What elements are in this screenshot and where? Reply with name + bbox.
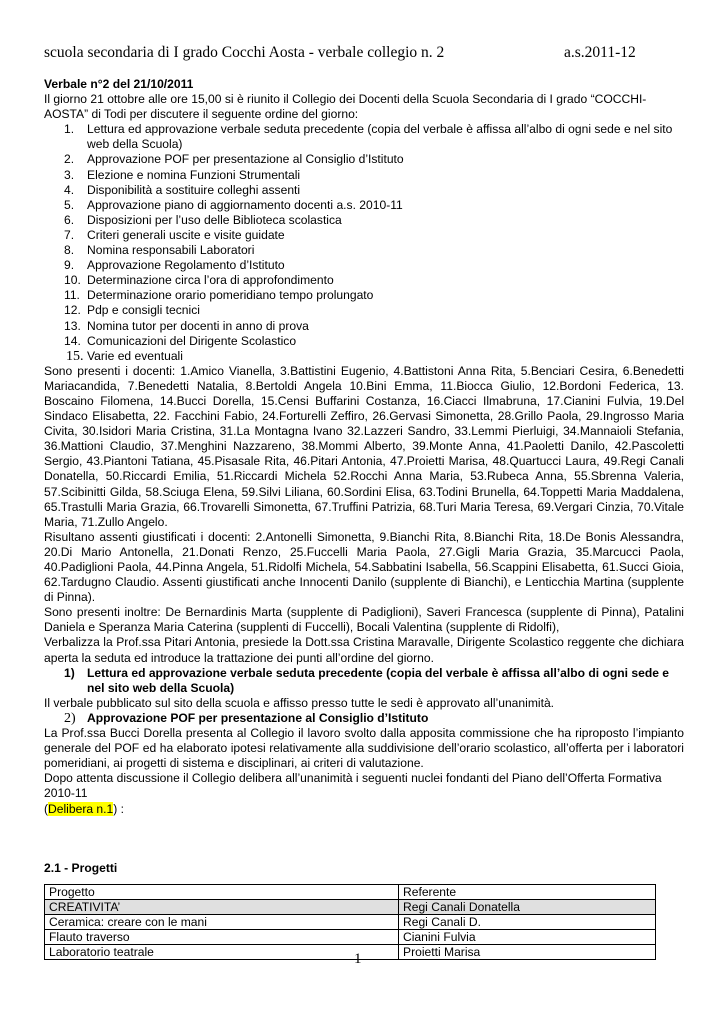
referent-cell: Regi Canali D. bbox=[399, 914, 656, 929]
agenda-item-text: Disposizioni per l’uso delle Biblioteca scolastica bbox=[87, 212, 342, 227]
delibera-highlight: Delibera n.1 bbox=[48, 801, 114, 816]
agenda-item-number: 2. bbox=[64, 152, 75, 167]
agenda-item-number: 15. bbox=[66, 348, 84, 364]
agenda-item-number: 14. bbox=[64, 333, 81, 348]
agenda-item-number: 3. bbox=[64, 167, 75, 182]
table-row bbox=[45, 899, 656, 914]
agenda-item-number: 10. bbox=[64, 273, 81, 288]
agenda-item-number: 6. bbox=[64, 212, 75, 227]
verbale-intro: Il giorno 21 ottobre alle ore 15,00 si è riunito il Collegio dei Docenti della Scuola Secondaria di I grado “COCCHI-AOSTA” di Todi per discutere il seguente ordine del giorno: bbox=[44, 92, 647, 122]
projects-heading: 2.1 - Progetti bbox=[44, 860, 118, 875]
agenda-item bbox=[44, 213, 684, 228]
agenda-item-number: 12. bbox=[64, 303, 81, 318]
projects-table bbox=[44, 884, 656, 960]
page-number: 1 bbox=[354, 951, 362, 967]
table-row bbox=[45, 914, 656, 929]
agenda-item-number: 11. bbox=[64, 288, 80, 303]
agenda-item-number: 9. bbox=[64, 258, 75, 273]
agenda-item bbox=[44, 319, 684, 334]
agenda-item-text: Comunicazioni del Dirigente Scolastico bbox=[87, 333, 297, 348]
minute-taker: Verbalizza la Prof.ssa Pitari Antonia, presiede la Dott.ssa Cristina Maravalle, Dirigente Scolastico reggente che dichiara aperta la seduta ed introduce la trattazione dei punti all’ordine del giorno. bbox=[44, 635, 684, 665]
referent-cell: Cianini Fulvia bbox=[399, 929, 656, 944]
referent-cell: Proietti Marisa bbox=[399, 944, 656, 959]
agenda-item-text: Approvazione piano di aggiornamento docenti a.s. 2010-11 bbox=[87, 197, 403, 212]
also-present: Sono presenti inoltre: De Bernardinis Marta (supplente di Padiglioni), Saveri Francesca (supplente di Pinna), Patalini Daniela e Speranza Maria Caterina (supplenti di Fuccelli), Bocali Valentina (supplente di Ridolfi), bbox=[44, 605, 684, 635]
table-row bbox=[45, 944, 656, 959]
absent-teachers: Risultano assenti giustificati i docenti: 2.Antonelli Simonetta, 9.Bianchi Rita, 8.Bianchi Rita, 18.De Bonis Alessandra, 20.Di Mario Antonella, 21.Donati Renzo, 25.Fuccelli Maria Paola, 27.Gigli Maria Grazia, 35.Marcucci Paola, 40.Padiglioni Paola, 44.Pinna Angela, 51.Ridolfi Michela, 54.Sabbatini Isabella, 56.Scappini Elisabetta, 61.Succi Gioia, 62.Tardugno Claudio. Assenti giustificati anche Innocenti Danilo (supplente di Bianchi), e Lenticchia Martina (supplente di Pinna). bbox=[44, 529, 684, 605]
agenda-item-text: Criteri generali uscite e visite guidate bbox=[87, 227, 285, 242]
section-2-number: 2) bbox=[64, 710, 76, 726]
agenda-item-text: Approvazione POF per presentazione al Consiglio d’Istituto bbox=[87, 152, 404, 167]
referent-cell: Regi Canali Donatella bbox=[399, 899, 656, 914]
agenda-item bbox=[44, 303, 684, 318]
agenda-item bbox=[44, 168, 684, 183]
agenda-item bbox=[44, 273, 684, 288]
section-2-heading bbox=[44, 711, 684, 726]
agenda-item-number: 7. bbox=[64, 227, 75, 242]
agenda-item-text: Pdp e consigli tecnici bbox=[87, 303, 200, 318]
agenda-list bbox=[44, 122, 684, 364]
agenda-item-number: 1. bbox=[64, 122, 75, 137]
table-header-row bbox=[45, 884, 656, 899]
agenda-item bbox=[44, 198, 684, 213]
header-school-year: a.s.2011-12 bbox=[564, 44, 636, 61]
section-1-number: 1) bbox=[64, 665, 75, 680]
section-1-title: Lettura ed approvazione verbale seduta precedente (copia del verbale è affissa all’albo di ogni sede e nel sito web della Scuola) bbox=[87, 665, 670, 695]
agenda-item-text: Varie ed eventuali bbox=[87, 348, 183, 363]
agenda-item bbox=[44, 228, 684, 243]
agenda-item bbox=[44, 243, 684, 258]
table-row bbox=[45, 929, 656, 944]
agenda-item bbox=[44, 288, 684, 303]
section-2-deliberation bbox=[44, 771, 684, 816]
present-teachers: Sono presenti i docenti: 1.Amico Vianella, 3.Battistini Eugenio, 4.Battistoni Anna Rita, 5.Benciari Cesira, 6.Benedetti Mariacandida, 7.Benedetti Natalia, 8.Bertoldi Angela 10.Bini Emma, 11.Biocca Giulio, 12.Bordoni Federica, 13. Boscaino Filomena, 14.Bucci Dorella, 15.Censi Buffarini Costanza, 16.Ciacci Ilmabruna, 17.Cianini Fulvia, 19.Del Sindaco Elisabetta, 22. Facchini Fabio, 24.Forturelli Zeffiro, 26.Gervasi Simonetta, 28.Grillo Paola, 29.Ingrosso Maria Civita, 30.Isidori Maria Cristina, 31.La Montagna Ivano 32.Lazzeri Sandro, 33.Lemmi Pierluigi, 34.Mannaioli Stefania, 36.Mattioni Claudio, 37.Menghini Nazzareno, 38.Mommi Alberto, 39.Monte Anna, 41.Paoletti Danilo, 42.Pascoletti Sergio, 43.Piantoni Tatiana, 45.Pisasale Rita, 46.Pitari Antonia, 47.Proietti Marisa, 48.Quartucci Laura, 49.Regi Canali Donatella, 50.Riccardi Emilia, 51.Riccardi Michela 52.Rocchi Anna Maria, 53.Rubeca Anna, 55.Sbrenna Valeria, 57.Scibinitti Gilda, 58.Sciuga Elena, 59.Silvi Liliana, 60.Sordini Elisa, 63.Todini Brunella, 64.Toppetti Maria Maddalena, 65.Trastulli Maria Grazia, 66.Trovarelli Simonetta, 67.Truffini Patrizia, 68.Turi Maria Teresa, 69.Vergari Cinzia, 70.Vitale Maria, 71.Zullo Angelo. bbox=[44, 363, 684, 529]
agenda-item-text: Determinazione circa l’ora di approfondimento bbox=[87, 273, 334, 288]
agenda-item-number: 8. bbox=[64, 243, 75, 258]
agenda-item-text: Determinazione orario pomeridiano tempo prolungato bbox=[87, 288, 374, 303]
section-2-paragraph: La Prof.ssa Bucci Dorella presenta al Collegio il lavoro svolto dalla apposita commissione che ha riproposto l’impianto generale del POF ed ha elaborato ipotesi relativamente alla suddivisione dell’orario scolastico, all’offerta per i laboratori pomeridiani, ai progetti di sistema e disciplinari, ai criteri di valutazione. bbox=[44, 726, 684, 771]
project-cell: Ceramica: creare con le mani bbox=[45, 914, 399, 929]
agenda-item bbox=[44, 334, 684, 349]
agenda-item bbox=[44, 349, 684, 364]
agenda-item-number: 4. bbox=[64, 182, 75, 197]
agenda-item-text: Nomina tutor per docenti in anno di prova bbox=[87, 318, 309, 333]
column-header: Referente bbox=[399, 884, 656, 899]
paren-close: ) : bbox=[113, 801, 124, 816]
project-cell: Laboratorio teatrale bbox=[45, 944, 399, 959]
agenda-item-text: Lettura ed approvazione verbale seduta precedente (copia del verbale è affissa all’albo di ogni sede e nel sito web della Scuola) bbox=[87, 122, 673, 152]
agenda-item bbox=[44, 152, 684, 167]
column-header: Progetto bbox=[45, 884, 399, 899]
agenda-item-text: Disponibilità a sostituire colleghi assenti bbox=[87, 182, 301, 197]
verbale-title: Verbale n°2 del 21/10/2011 bbox=[44, 77, 194, 91]
section-1-text: Il verbale pubblicato sul sito della scuola e affisso presso tutte le sedi è approvato all’unanimità. bbox=[44, 695, 555, 710]
agenda-item bbox=[44, 183, 684, 198]
section-2-title: Approvazione POF per presentazione al Consiglio d’Istituto bbox=[87, 710, 429, 725]
agenda-item-text: Approvazione Regolamento d’Istituto bbox=[87, 258, 285, 273]
spacer bbox=[44, 817, 684, 853]
project-cell: CREATIVITA’ bbox=[45, 899, 399, 914]
agenda-item bbox=[44, 258, 684, 273]
agenda-item-text: Elezione e nomina Funzioni Strumentali bbox=[87, 167, 301, 182]
agenda-item-number: 13. bbox=[64, 318, 81, 333]
section-2-deliberation-text: Dopo attenta discussione il Collegio delibera all’unanimità i seguenti nuclei fondanti del Piano dell’Offerta Formativa 2010-11 bbox=[44, 771, 662, 801]
agenda-item-text: Nomina responsabili Laboratori bbox=[87, 243, 255, 258]
paren-open: ( bbox=[44, 801, 49, 816]
agenda-item-number: 5. bbox=[64, 197, 75, 212]
document-body bbox=[44, 77, 684, 960]
header-title: scuola secondaria di I grado Cocchi Aosta - verbale collegio n. 2 bbox=[44, 44, 445, 61]
project-cell: Flauto traverso bbox=[45, 929, 399, 944]
agenda-item bbox=[44, 122, 684, 152]
section-1-heading bbox=[44, 666, 684, 696]
